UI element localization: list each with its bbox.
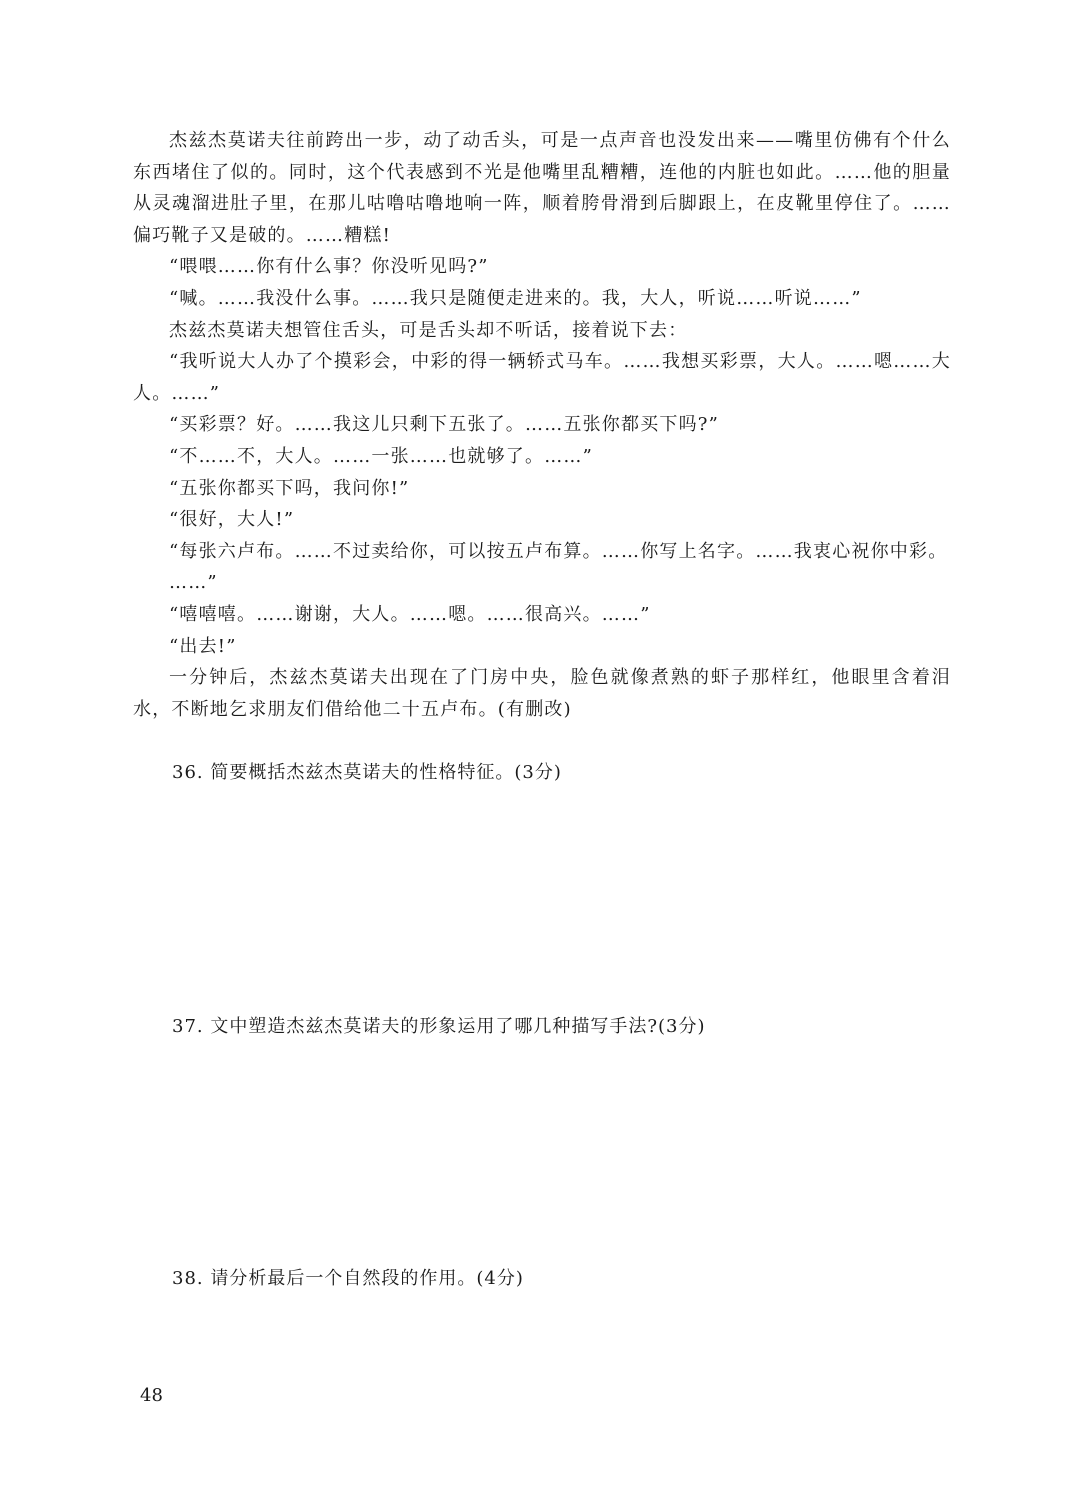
page-number: 48 [140, 1385, 163, 1406]
paragraph-6: “买彩票？好。……我这儿只剩下五张了。……五张你都买下吗?” [169, 414, 720, 436]
paragraph-4: 杰兹杰莫诺夫想管住舌头，可是舌头却不听话，接着说下去： [169, 319, 688, 341]
reading-passage [133, 125, 951, 725]
paragraph-5: “我听说大人办了个摸彩会，中彩的得一辆轿式马车。……我想买彩票，大人。……嗯……大人。……” [133, 351, 951, 404]
paragraph-3: “喊。……我没什么事。……我只是随便走进来的。我，大人，听说……听说……” [169, 287, 862, 309]
paragraph-11: ……” [169, 572, 218, 594]
paragraph-8: “五张你都买下吗，我问你!” [169, 477, 410, 499]
paragraph-14: 一分钟后，杰兹杰莫诺夫出现在了门房中央，脸色就像煮熟的虾子那样红，他眼里含着泪水，不断地乞求朋友们借给他二十五卢布。(有删改) [133, 667, 951, 720]
question-38: 38. 请分析最后一个自然段的作用。(4分) [172, 1268, 524, 1289]
paragraph-7: “不……不，大人。……一张……也就够了。……” [169, 445, 594, 467]
paragraph-13: “出去!” [169, 635, 237, 657]
question-37: 37. 文中塑造杰兹杰莫诺夫的形象运用了哪几种描写手法?(3分) [172, 1016, 706, 1037]
paragraph-12: “嘻嘻嘻。……谢谢，大人。……嗯。……很高兴。……” [169, 603, 651, 625]
question-36: 36. 简要概括杰兹杰莫诺夫的性格特征。(3分) [172, 762, 562, 783]
paragraph-2: “喂喂……你有什么事？你没听见吗?” [169, 256, 489, 278]
paragraph-9: “很好，大人!” [169, 509, 295, 531]
paragraph-1: 杰兹杰莫诺夫往前跨出一步，动了动舌头，可是一点声音也没发出来——嘴里仿佛有个什么东西堵住了似的。同时，这个代表感到不光是他嘴里乱糟糟，连他的内脏也如此。……他的胆量从灵魂溜进肚子里，在那儿咕噜咕噜地响一阵，顺着胯骨滑到后脚跟上，在皮靴里停住了。……偏巧靴子又是破的。……糟糕! [133, 130, 951, 246]
paragraph-10: “每张六卢布。……不过卖给你，可以按五卢布算。……你写上名字。……我衷心祝你中彩。 [169, 540, 948, 562]
